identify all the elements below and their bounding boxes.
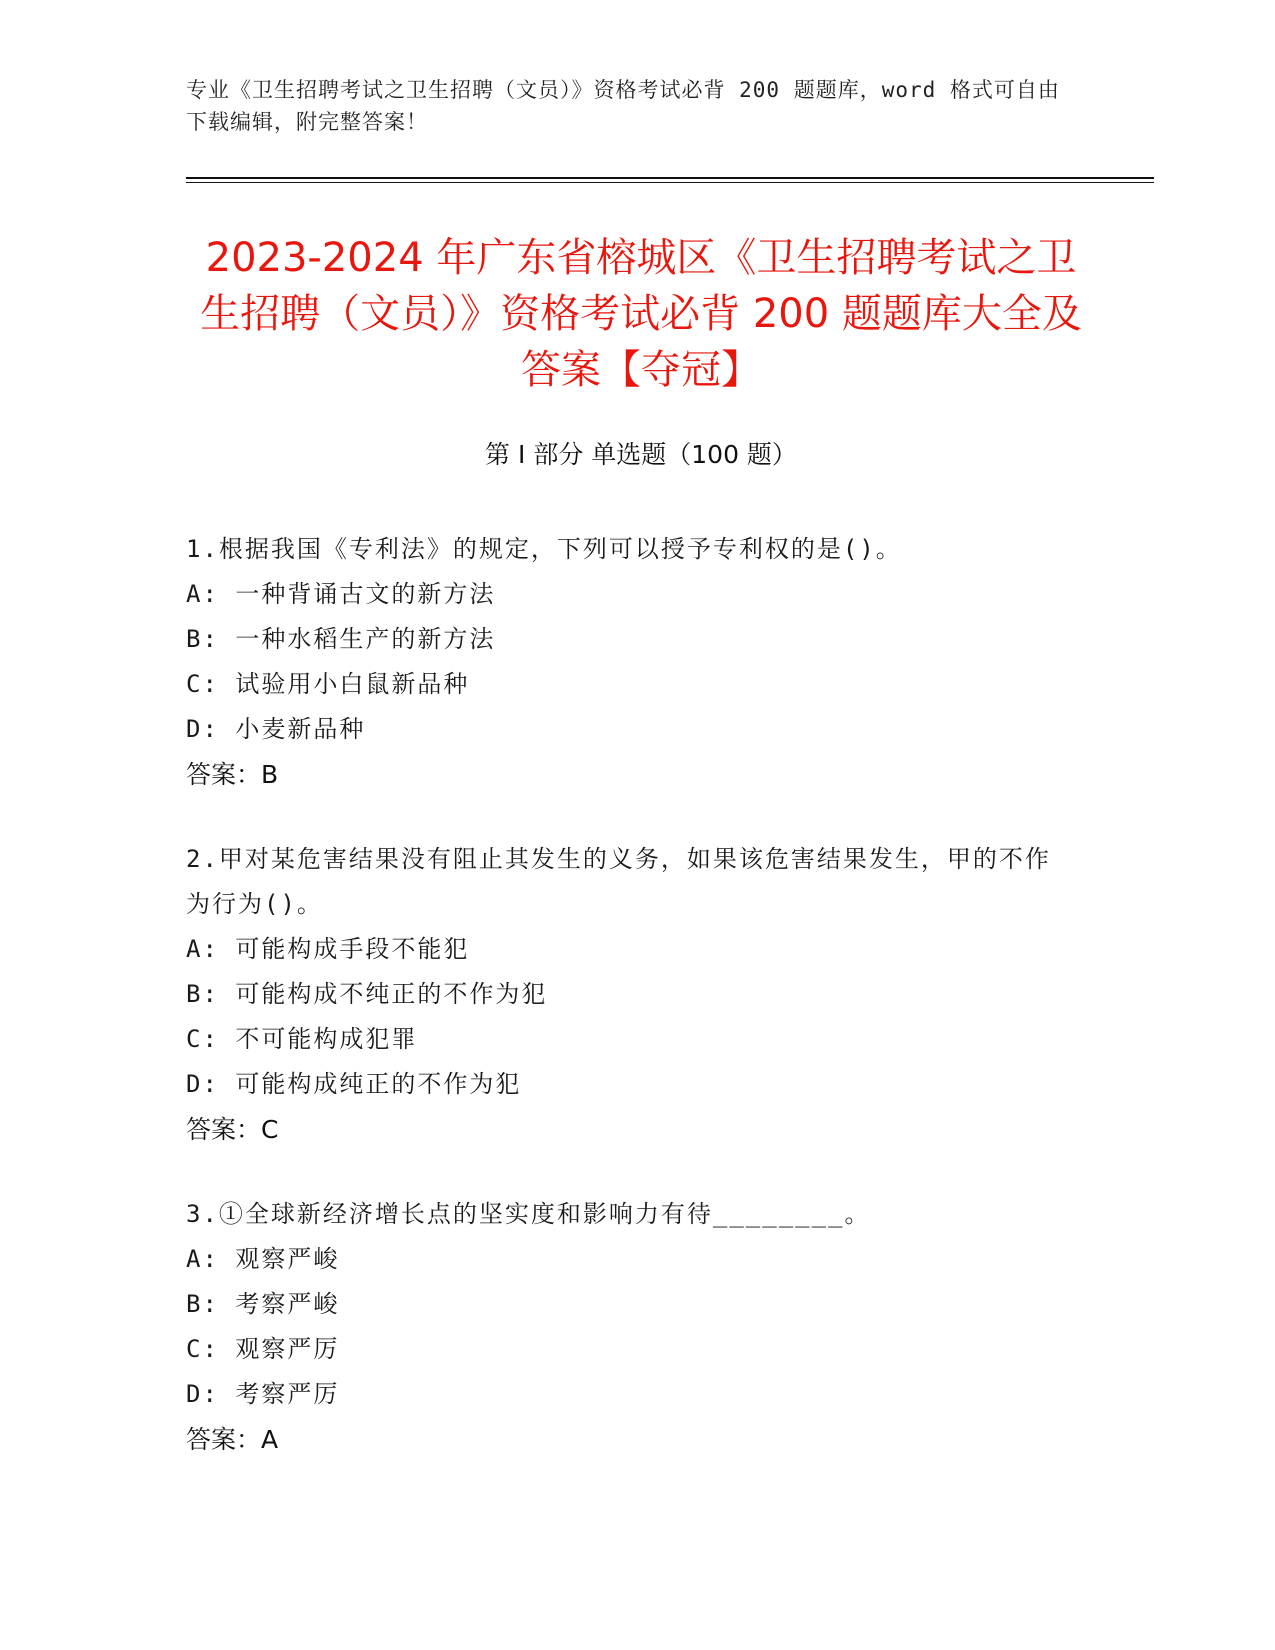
option-b: B: 一种水稻生产的新方法 (186, 625, 496, 653)
question-item (186, 1192, 1066, 1462)
question-stem: 3.①全球新经济增长点的坚实度和影响力有待________。 (186, 1200, 871, 1228)
option-d: D: 考察严厉 (186, 1380, 340, 1408)
answer-line: 答案：A (186, 1425, 279, 1454)
header-divider-thick (186, 177, 1154, 179)
option-d: D: 小麦新品种 (186, 715, 366, 743)
option-a: A: 一种背诵古文的新方法 (186, 580, 496, 608)
option-a: A: 观察严峻 (186, 1245, 340, 1273)
option-d: D: 可能构成纯正的不作为犯 (186, 1070, 522, 1098)
answer-line: 答案：C (186, 1115, 279, 1144)
question-item (186, 527, 1066, 797)
option-c: C: 不可能构成犯罪 (186, 1025, 418, 1053)
question-list (186, 527, 1066, 1502)
question-item (186, 837, 1066, 1152)
option-c: C: 试验用小白鼠新品种 (186, 670, 470, 698)
option-a: A: 可能构成手段不能犯 (186, 935, 470, 963)
header-note: 专业《卫生招聘考试之卫生招聘（文员）》资格考试必背 200 题题库，word 格式可自由下载编辑，附完整答案！ (186, 78, 1060, 134)
section-heading: 第 I 部分 单选题（100 题） (485, 440, 797, 469)
answer-line: 答案：B (186, 760, 279, 789)
option-b: B: 可能构成不纯正的不作为犯 (186, 980, 548, 1008)
document-title: 2023-2024 年广东省榕城区《卫生招聘考试之卫生招聘（文员）》资格考试必背 200 题题库大全及答案【夺冠】 (200, 235, 1082, 393)
question-stem: 1.根据我国《专利法》的规定，下列可以授予专利权的是()。 (186, 535, 902, 563)
header-divider-thin (186, 182, 1154, 183)
question-stem: 2.甲对某危害结果没有阻止其发生的义务，如果该危害结果发生，甲的不作为行为()。 (186, 845, 1051, 918)
option-b: B: 考察严峻 (186, 1290, 340, 1318)
option-c: C: 观察严厉 (186, 1335, 340, 1363)
